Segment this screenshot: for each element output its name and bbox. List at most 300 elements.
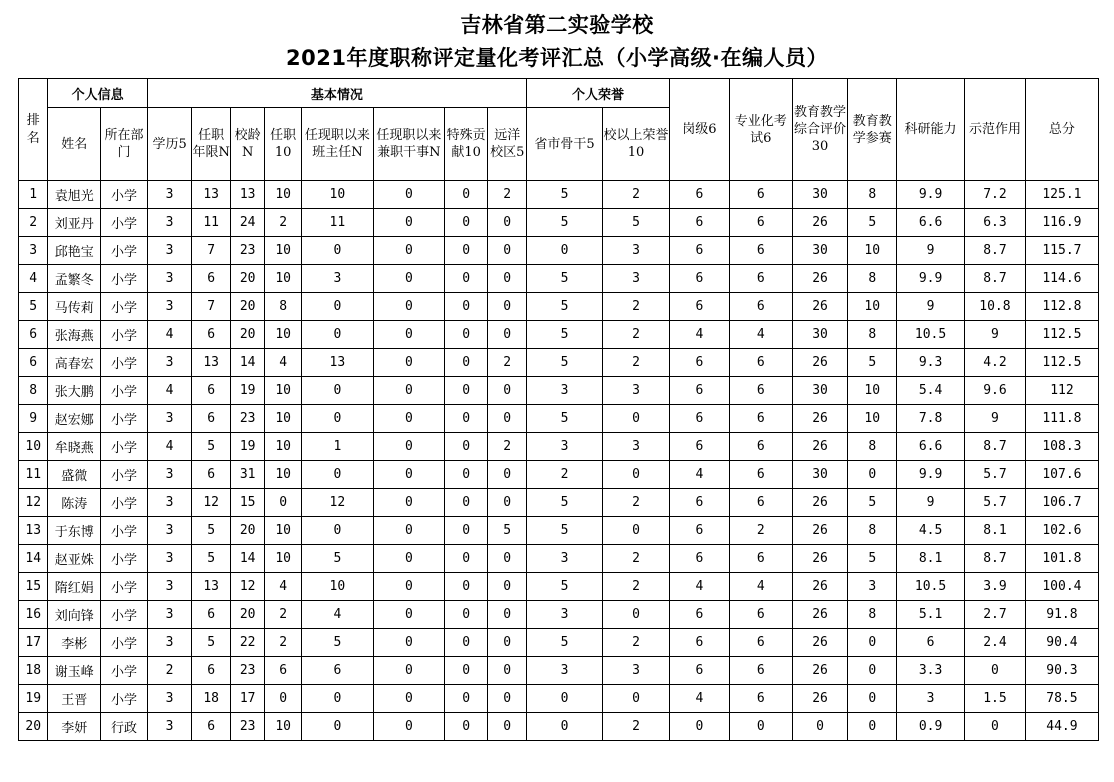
col-header-years: 任职年限N bbox=[192, 108, 231, 181]
cell-exam: 6 bbox=[729, 265, 792, 293]
cell-remote: 0 bbox=[488, 489, 527, 517]
cell-remote: 0 bbox=[488, 461, 527, 489]
cell-demo: 10.8 bbox=[965, 293, 1026, 321]
col-header-demo: 示范作用 bbox=[965, 79, 1026, 181]
cell-tenure: 8 bbox=[265, 293, 302, 321]
cell-name: 赵宏娜 bbox=[48, 405, 101, 433]
cell-research: 8.1 bbox=[897, 545, 965, 573]
cell-backbone: 5 bbox=[526, 405, 602, 433]
cell-years: 7 bbox=[192, 237, 231, 265]
cell-honor: 3 bbox=[603, 433, 670, 461]
cell-edu: 3 bbox=[147, 685, 192, 713]
table-row bbox=[19, 405, 1099, 433]
col-header-research: 科研能力 bbox=[897, 79, 965, 181]
cell-research: 6 bbox=[897, 629, 965, 657]
cell-edu: 3 bbox=[147, 601, 192, 629]
cell-exam: 6 bbox=[729, 209, 792, 237]
cell-dept: 行政 bbox=[101, 713, 148, 741]
cell-dept: 小学 bbox=[101, 349, 148, 377]
cell-dept: 小学 bbox=[101, 573, 148, 601]
cell-head: 0 bbox=[301, 321, 373, 349]
cell-backbone: 5 bbox=[526, 265, 602, 293]
cell-backbone: 5 bbox=[526, 293, 602, 321]
cell-dept: 小学 bbox=[101, 601, 148, 629]
cell-years: 6 bbox=[192, 713, 231, 741]
cell-years: 18 bbox=[192, 685, 231, 713]
cell-head: 0 bbox=[301, 461, 373, 489]
cell-backbone: 5 bbox=[526, 209, 602, 237]
cell-age: 20 bbox=[230, 601, 264, 629]
cell-teaching: 26 bbox=[792, 349, 848, 377]
cell-edu: 3 bbox=[147, 265, 192, 293]
cell-demo: 7.2 bbox=[965, 181, 1026, 209]
cell-tenure: 0 bbox=[265, 489, 302, 517]
cell-demo: 8.1 bbox=[965, 517, 1026, 545]
cell-teaching: 26 bbox=[792, 685, 848, 713]
cell-remote: 0 bbox=[488, 321, 527, 349]
cell-head: 12 bbox=[301, 489, 373, 517]
cell-post: 6 bbox=[669, 349, 729, 377]
cell-cadre: 0 bbox=[373, 629, 444, 657]
cell-age: 12 bbox=[230, 573, 264, 601]
cell-teaching: 30 bbox=[792, 377, 848, 405]
cell-rank: 13 bbox=[19, 517, 48, 545]
cell-cadre: 0 bbox=[373, 573, 444, 601]
table-row bbox=[19, 293, 1099, 321]
cell-demo: 9 bbox=[965, 321, 1026, 349]
cell-research: 0.9 bbox=[897, 713, 965, 741]
cell-post: 6 bbox=[669, 209, 729, 237]
col-header-teaching: 教育教学综合评价30 bbox=[792, 79, 848, 181]
cell-head: 5 bbox=[301, 545, 373, 573]
cell-cadre: 0 bbox=[373, 209, 444, 237]
col-header-backbone: 省市骨干5 bbox=[526, 108, 602, 181]
table-row bbox=[19, 377, 1099, 405]
cell-head: 0 bbox=[301, 237, 373, 265]
cell-cadre: 0 bbox=[373, 517, 444, 545]
cell-age: 22 bbox=[230, 629, 264, 657]
cell-head: 4 bbox=[301, 601, 373, 629]
cell-contest: 0 bbox=[848, 685, 897, 713]
cell-cadre: 0 bbox=[373, 237, 444, 265]
table-row bbox=[19, 181, 1099, 209]
cell-teaching: 26 bbox=[792, 265, 848, 293]
cell-age: 20 bbox=[230, 321, 264, 349]
cell-name: 陈涛 bbox=[48, 489, 101, 517]
cell-age: 13 bbox=[230, 181, 264, 209]
col-header-head-teacher: 任现职以来班主任N bbox=[301, 108, 373, 181]
cell-honor: 2 bbox=[603, 545, 670, 573]
cell-rank: 14 bbox=[19, 545, 48, 573]
cell-backbone: 5 bbox=[526, 573, 602, 601]
cell-special: 0 bbox=[444, 657, 488, 685]
cell-rank: 5 bbox=[19, 293, 48, 321]
cell-honor: 0 bbox=[603, 601, 670, 629]
cell-head: 5 bbox=[301, 629, 373, 657]
cell-rank: 15 bbox=[19, 573, 48, 601]
cell-research: 9.9 bbox=[897, 461, 965, 489]
cell-exam: 6 bbox=[729, 601, 792, 629]
cell-age: 23 bbox=[230, 405, 264, 433]
cell-total: 112.5 bbox=[1025, 349, 1098, 377]
cell-tenure: 10 bbox=[265, 461, 302, 489]
cell-contest: 0 bbox=[848, 461, 897, 489]
cell-post: 4 bbox=[669, 321, 729, 349]
cell-total: 106.7 bbox=[1025, 489, 1098, 517]
cell-research: 9.9 bbox=[897, 181, 965, 209]
table-row bbox=[19, 461, 1099, 489]
cell-post: 6 bbox=[669, 433, 729, 461]
cell-honor: 0 bbox=[603, 405, 670, 433]
cell-teaching: 26 bbox=[792, 545, 848, 573]
cell-rank: 19 bbox=[19, 685, 48, 713]
cell-years: 6 bbox=[192, 405, 231, 433]
table-row bbox=[19, 573, 1099, 601]
cell-exam: 6 bbox=[729, 545, 792, 573]
cell-tenure: 2 bbox=[265, 209, 302, 237]
cell-tenure: 2 bbox=[265, 629, 302, 657]
table-row bbox=[19, 237, 1099, 265]
cell-teaching: 0 bbox=[792, 713, 848, 741]
table-row bbox=[19, 433, 1099, 461]
cell-special: 0 bbox=[444, 545, 488, 573]
cell-dept: 小学 bbox=[101, 377, 148, 405]
table-row bbox=[19, 489, 1099, 517]
cell-research: 6.6 bbox=[897, 209, 965, 237]
cell-name: 马传莉 bbox=[48, 293, 101, 321]
cell-name: 高春宏 bbox=[48, 349, 101, 377]
cell-contest: 10 bbox=[848, 377, 897, 405]
cell-backbone: 5 bbox=[526, 629, 602, 657]
cell-exam: 6 bbox=[729, 293, 792, 321]
cell-name: 李彬 bbox=[48, 629, 101, 657]
cell-honor: 2 bbox=[603, 573, 670, 601]
table-row bbox=[19, 629, 1099, 657]
cell-age: 17 bbox=[230, 685, 264, 713]
cell-teaching: 30 bbox=[792, 237, 848, 265]
col-header-special: 特殊贡献10 bbox=[444, 108, 488, 181]
cell-exam: 6 bbox=[729, 489, 792, 517]
cell-teaching: 26 bbox=[792, 573, 848, 601]
cell-remote: 0 bbox=[488, 601, 527, 629]
cell-rank: 17 bbox=[19, 629, 48, 657]
cell-name: 盛微 bbox=[48, 461, 101, 489]
cell-honor: 2 bbox=[603, 629, 670, 657]
cell-tenure: 2 bbox=[265, 601, 302, 629]
cell-exam: 4 bbox=[729, 321, 792, 349]
cell-research: 5.4 bbox=[897, 377, 965, 405]
cell-contest: 8 bbox=[848, 181, 897, 209]
cell-name: 张海燕 bbox=[48, 321, 101, 349]
cell-post: 6 bbox=[669, 545, 729, 573]
cell-rank: 4 bbox=[19, 265, 48, 293]
cell-exam: 2 bbox=[729, 517, 792, 545]
col-header-post: 岗级6 bbox=[669, 79, 729, 181]
cell-contest: 8 bbox=[848, 433, 897, 461]
cell-dept: 小学 bbox=[101, 265, 148, 293]
cell-age: 23 bbox=[230, 237, 264, 265]
cell-dept: 小学 bbox=[101, 237, 148, 265]
cell-name: 邱艳宝 bbox=[48, 237, 101, 265]
cell-research: 9 bbox=[897, 293, 965, 321]
cell-remote: 0 bbox=[488, 405, 527, 433]
cell-age: 23 bbox=[230, 713, 264, 741]
cell-honor: 5 bbox=[603, 209, 670, 237]
cell-exam: 6 bbox=[729, 237, 792, 265]
cell-cadre: 0 bbox=[373, 405, 444, 433]
cell-remote: 0 bbox=[488, 237, 527, 265]
col-header-contest: 教育教学参赛 bbox=[848, 79, 897, 181]
table-row bbox=[19, 517, 1099, 545]
cell-honor: 0 bbox=[603, 517, 670, 545]
cell-rank: 6 bbox=[19, 349, 48, 377]
cell-name: 隋红娟 bbox=[48, 573, 101, 601]
cell-remote: 0 bbox=[488, 209, 527, 237]
cell-edu: 3 bbox=[147, 545, 192, 573]
cell-contest: 10 bbox=[848, 237, 897, 265]
cell-special: 0 bbox=[444, 265, 488, 293]
cell-post: 6 bbox=[669, 405, 729, 433]
cell-years: 13 bbox=[192, 349, 231, 377]
cell-dept: 小学 bbox=[101, 657, 148, 685]
cell-special: 0 bbox=[444, 405, 488, 433]
cell-demo: 2.4 bbox=[965, 629, 1026, 657]
cell-edu: 3 bbox=[147, 573, 192, 601]
cell-tenure: 10 bbox=[265, 545, 302, 573]
cell-backbone: 3 bbox=[526, 657, 602, 685]
rank-header-label: 排 名 bbox=[26, 112, 40, 146]
cell-dept: 小学 bbox=[101, 181, 148, 209]
cell-exam: 6 bbox=[729, 461, 792, 489]
cell-demo: 8.7 bbox=[965, 265, 1026, 293]
school-title: 吉林省第二实验学校 bbox=[460, 13, 654, 37]
cell-edu: 3 bbox=[147, 629, 192, 657]
cell-tenure: 0 bbox=[265, 685, 302, 713]
cell-total: 101.8 bbox=[1025, 545, 1098, 573]
cell-tenure: 10 bbox=[265, 265, 302, 293]
cell-demo: 5.7 bbox=[965, 461, 1026, 489]
cell-special: 0 bbox=[444, 489, 488, 517]
cell-special: 0 bbox=[444, 377, 488, 405]
col-header-dept: 所在部门 bbox=[101, 108, 148, 181]
cell-research: 3.3 bbox=[897, 657, 965, 685]
cell-tenure: 6 bbox=[265, 657, 302, 685]
cell-special: 0 bbox=[444, 237, 488, 265]
cell-backbone: 5 bbox=[526, 517, 602, 545]
cell-age: 15 bbox=[230, 489, 264, 517]
cell-teaching: 26 bbox=[792, 517, 848, 545]
cell-head: 1 bbox=[301, 433, 373, 461]
cell-exam: 6 bbox=[729, 349, 792, 377]
cell-head: 3 bbox=[301, 265, 373, 293]
cell-head: 0 bbox=[301, 377, 373, 405]
cell-demo: 9 bbox=[965, 405, 1026, 433]
cell-teaching: 30 bbox=[792, 321, 848, 349]
cell-honor: 2 bbox=[603, 713, 670, 741]
cell-post: 6 bbox=[669, 489, 729, 517]
cell-exam: 0 bbox=[729, 713, 792, 741]
cell-tenure: 10 bbox=[265, 377, 302, 405]
cell-dept: 小学 bbox=[101, 433, 148, 461]
cell-honor: 2 bbox=[603, 321, 670, 349]
cell-cadre: 0 bbox=[373, 713, 444, 741]
cell-exam: 4 bbox=[729, 573, 792, 601]
cell-total: 114.6 bbox=[1025, 265, 1098, 293]
cell-contest: 0 bbox=[848, 713, 897, 741]
cell-name: 孟繁冬 bbox=[48, 265, 101, 293]
cell-post: 6 bbox=[669, 377, 729, 405]
cell-demo: 2.7 bbox=[965, 601, 1026, 629]
honors-header: 个人荣誉 bbox=[526, 79, 669, 108]
cell-rank: 20 bbox=[19, 713, 48, 741]
cell-remote: 2 bbox=[488, 433, 527, 461]
cell-remote: 5 bbox=[488, 517, 527, 545]
cell-edu: 3 bbox=[147, 349, 192, 377]
cell-edu: 4 bbox=[147, 433, 192, 461]
cell-dept: 小学 bbox=[101, 489, 148, 517]
cell-remote: 0 bbox=[488, 377, 527, 405]
cell-research: 5.1 bbox=[897, 601, 965, 629]
cell-research: 9.9 bbox=[897, 265, 965, 293]
cell-demo: 5.7 bbox=[965, 489, 1026, 517]
cell-demo: 8.7 bbox=[965, 237, 1026, 265]
cell-name: 刘亚丹 bbox=[48, 209, 101, 237]
cell-years: 5 bbox=[192, 545, 231, 573]
cell-edu: 3 bbox=[147, 489, 192, 517]
cell-dept: 小学 bbox=[101, 209, 148, 237]
cell-remote: 0 bbox=[488, 293, 527, 321]
cell-backbone: 2 bbox=[526, 461, 602, 489]
cell-demo: 8.7 bbox=[965, 545, 1026, 573]
cell-exam: 6 bbox=[729, 433, 792, 461]
cell-research: 10.5 bbox=[897, 573, 965, 601]
table-row bbox=[19, 601, 1099, 629]
cell-honor: 3 bbox=[603, 265, 670, 293]
cell-remote: 2 bbox=[488, 349, 527, 377]
cell-post: 6 bbox=[669, 629, 729, 657]
cell-total: 78.5 bbox=[1025, 685, 1098, 713]
cell-remote: 0 bbox=[488, 685, 527, 713]
cell-rank: 12 bbox=[19, 489, 48, 517]
cell-teaching: 26 bbox=[792, 629, 848, 657]
cell-special: 0 bbox=[444, 685, 488, 713]
cell-total: 112.8 bbox=[1025, 293, 1098, 321]
cell-contest: 5 bbox=[848, 349, 897, 377]
cell-research: 3 bbox=[897, 685, 965, 713]
cell-dept: 小学 bbox=[101, 293, 148, 321]
cell-name: 袁旭光 bbox=[48, 181, 101, 209]
cell-edu: 4 bbox=[147, 321, 192, 349]
cell-honor: 3 bbox=[603, 377, 670, 405]
cell-age: 14 bbox=[230, 545, 264, 573]
cell-name: 牟晓燕 bbox=[48, 433, 101, 461]
cell-backbone: 0 bbox=[526, 685, 602, 713]
cell-dept: 小学 bbox=[101, 461, 148, 489]
col-header-exam: 专业化考试6 bbox=[729, 79, 792, 181]
table-row bbox=[19, 265, 1099, 293]
cell-years: 13 bbox=[192, 181, 231, 209]
cell-tenure: 4 bbox=[265, 349, 302, 377]
cell-head: 0 bbox=[301, 405, 373, 433]
table-row bbox=[19, 545, 1099, 573]
cell-teaching: 26 bbox=[792, 601, 848, 629]
cell-age: 23 bbox=[230, 657, 264, 685]
col-header-edu: 学历5 bbox=[147, 108, 192, 181]
cell-exam: 6 bbox=[729, 657, 792, 685]
cell-rank: 16 bbox=[19, 601, 48, 629]
cell-demo: 8.7 bbox=[965, 433, 1026, 461]
cell-edu: 3 bbox=[147, 461, 192, 489]
cell-demo: 0 bbox=[965, 713, 1026, 741]
cell-remote: 0 bbox=[488, 265, 527, 293]
report-title: 2021年度职称评定量化考评汇总（小学高级·在编人员） bbox=[286, 46, 828, 70]
cell-contest: 0 bbox=[848, 657, 897, 685]
cell-head: 6 bbox=[301, 657, 373, 685]
cell-special: 0 bbox=[444, 629, 488, 657]
cell-total: 108.3 bbox=[1025, 433, 1098, 461]
cell-honor: 3 bbox=[603, 657, 670, 685]
cell-demo: 1.5 bbox=[965, 685, 1026, 713]
cell-post: 6 bbox=[669, 293, 729, 321]
cell-rank: 1 bbox=[19, 181, 48, 209]
cell-cadre: 0 bbox=[373, 545, 444, 573]
cell-years: 6 bbox=[192, 321, 231, 349]
cell-years: 6 bbox=[192, 657, 231, 685]
cell-cadre: 0 bbox=[373, 433, 444, 461]
cell-head: 0 bbox=[301, 713, 373, 741]
cell-rank: 6 bbox=[19, 321, 48, 349]
cell-cadre: 0 bbox=[373, 461, 444, 489]
cell-backbone: 3 bbox=[526, 433, 602, 461]
cell-cadre: 0 bbox=[373, 181, 444, 209]
cell-research: 7.8 bbox=[897, 405, 965, 433]
cell-contest: 3 bbox=[848, 573, 897, 601]
cell-special: 0 bbox=[444, 321, 488, 349]
col-header-tenure: 任职10 bbox=[265, 108, 302, 181]
cell-remote: 0 bbox=[488, 545, 527, 573]
cell-contest: 10 bbox=[848, 405, 897, 433]
cell-post: 4 bbox=[669, 461, 729, 489]
cell-total: 91.8 bbox=[1025, 601, 1098, 629]
cell-cadre: 0 bbox=[373, 265, 444, 293]
cell-dept: 小学 bbox=[101, 517, 148, 545]
cell-rank: 8 bbox=[19, 377, 48, 405]
basic-info-header: 基本情况 bbox=[147, 79, 526, 108]
cell-demo: 0 bbox=[965, 657, 1026, 685]
cell-contest: 8 bbox=[848, 517, 897, 545]
cell-cadre: 0 bbox=[373, 377, 444, 405]
cell-years: 6 bbox=[192, 601, 231, 629]
score-table bbox=[18, 78, 1099, 741]
col-header-age: 校龄N bbox=[230, 108, 264, 181]
cell-edu: 3 bbox=[147, 293, 192, 321]
cell-exam: 6 bbox=[729, 377, 792, 405]
cell-honor: 3 bbox=[603, 237, 670, 265]
cell-post: 4 bbox=[669, 573, 729, 601]
cell-head: 10 bbox=[301, 181, 373, 209]
cell-post: 6 bbox=[669, 181, 729, 209]
cell-backbone: 5 bbox=[526, 349, 602, 377]
cell-dept: 小学 bbox=[101, 321, 148, 349]
cell-demo: 6.3 bbox=[965, 209, 1026, 237]
cell-cadre: 0 bbox=[373, 657, 444, 685]
table-row bbox=[19, 657, 1099, 685]
cell-special: 0 bbox=[444, 433, 488, 461]
table-row bbox=[19, 321, 1099, 349]
cell-remote: 0 bbox=[488, 657, 527, 685]
cell-research: 9.3 bbox=[897, 349, 965, 377]
cell-dept: 小学 bbox=[101, 629, 148, 657]
